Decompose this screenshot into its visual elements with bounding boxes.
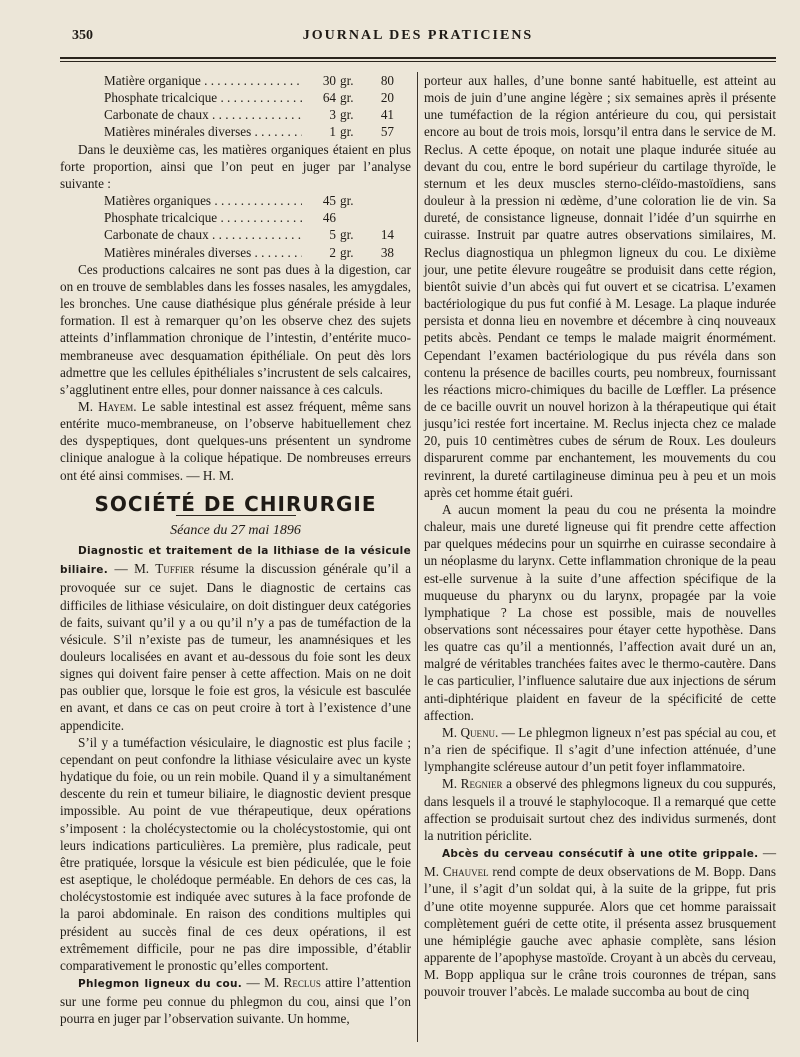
paragraph: Dans le deuxième cas, les matières organiques étaient en plus forte proportion, ainsi que l’on peut en juger par l’analyse suivante : — [60, 141, 411, 191]
table-row: Carbonate de chaux . . . 5 gr. 14 — [104, 226, 394, 243]
speaker-name: M. Hayem. — [78, 398, 137, 414]
paragraph-text: rend compte de deux observations de M. Bopp. Dans l’une, il s’agit d’un soldat qui, à la suite de la grippe, fut pris d’une otite moyenne suppurée. Alors que cet homme paraissait complètement guéri de cette otite, il présenta assez brusquement une hémiplégie gauche avec aphasie complète, sans lésion apparente de l’apophyse mastoïde. Croyant à un abcès du cerveau, M. Bopp appliqua sur le crâne trois couronnes de trépan, sans pouvoir trouver l’abcès. Le malade succomba au bout de cinq — [424, 864, 777, 1000]
rubric-heading: Phlegmon ligneux du cou. — [78, 977, 243, 990]
paragraph: S’il y a tuméfaction vésiculaire, le diagnostic est plus facile ; cependant on peut confondre la lithiase vésiculaire avec un kyste hydatique du foie, ou un rein mobile. Quand il y a simultanément descente du rein et tumeur biliaire, le diagnostic devient presque impossible. Au point de vue thérapeutique, deux opérations s’imposent : la cholécystectomie ou la cholécystostomie, qui ont leurs indications particulières. La première, plus radicale, peut être pratiquée, lorsque la vésicule est bien pédiculée, que le foie est aseptique, le cholédoque perméable. En dehors de ces cas, la cholécystostomie est indiquée avec sutures à la face profonde de la paroi abdominale. En raison des conditions multiples qui président au succès final de ces deux opérations, il est extrêmement difficile, pour ne pas dire impossible, d’établir comparativement le pronostic qu’elles comportent. — [60, 734, 411, 973]
table-row: Phosphate tricalcique . . . 64 gr. 20 — [104, 89, 394, 106]
paragraph: Diagnostic et traitement de la lithiase de la vésicule biliaire. — M. Tuffier résume la discussion générale qu’il a provoquée sur ce sujet. Dans le diagnostic de certains cas difficiles de lithiase vésiculaire, on doit distinguer deux catégories de faits, suivant qu’il y a ou qu’il n’y a pas de tuméfaction de la vésicule. S’il n’existe pas de tumeur, les anamnésiques et les douleurs localisées en avant et au-dessous du foie sont les deux signes qui doivent faire penser à cette affection. Mais on ne doit pas oublier que, lorsque le foie est gros, la vésicule est basculée en avant, et dans ce cas on peut croire à tort à l’existence d’une appendicite. — [60, 545, 411, 733]
left-column — [60, 72, 411, 1027]
speaker-name: M. Chauvel — [424, 864, 489, 880]
paragraph: porteur aux halles, d’une bonne santé habituelle, est atteint au mois de juin d’une angine légère ; six semaines après il présente une tuméfaction de la région antérieure du cou, qui persistait encore au bout de trois mois, lorsqu’il entra dans le service de M. Reclus. A cette époque, on notait une plaque indurée située au devant du cou, entre le bord supérieur du cartilage thyroïde, le sternum et les deux muscles sterno-cléïdo-mastoïdiens, sans douleur à la pression ni œdème, d’une coloration lie de vin. Sa dureté, de consistance ligneuse, donnait l’idée d’un squirrhe en cuirasse. Instruit par quatre autres observations similaires, M. Reclus diagnostiqua un phlegmon ligneux du cou. Le dixième jour, une petite élevure rougeâtre se produisit dans cette région, bientôt suivie d’un abcès qui fut ouvert et se cicatrisa. L’examen bactériologique du pus fut confié à M. Lesage. La plaque indurée persista et donna lieu en novembre et décembre à cinq nouveaux petits abcès. Pendant ce temps le malade maigrit énormément. Cependant l’examen bactériologique du pus révéla dans son contenu la présence de bacilles courts, peu nombreux, fournissant les réactions micro-chimiques du bacille de Lœffler. La présence de ce bacille ouvrit un nouvel horizon à la thérapeutique qui était jusqu’ici restée fort incertaine. M. Reclus injecta chez ce malade 20, puis 10 centimètres cubes de sérum de Roux. Les douleurs disparurent comme par enchantement, les mouvements du cou revinrent, la dureté cartilagineuse diminua peu à peu et un mois après cet homme était guéri. — [424, 73, 776, 500]
page-header — [60, 28, 776, 48]
section-title: SOCIÉTÉ DE CHIRURGIE — [94, 491, 377, 516]
table-row: Phosphate tricalcique . . . 46 — [104, 209, 394, 226]
table-row: Matière organique . . . 30 gr. 80 — [104, 72, 394, 89]
rubric-heading: Diagnostic et traitement de la lithiase de la vésicule biliaire. — [60, 545, 411, 577]
analysis-table-1 — [104, 72, 394, 141]
paragraph: Phlegmon ligneux du cou. — M. Reclus attire l’attention sur une forme peu connue du phlegmon du cou, ainsi que l’on pourra en juger par l’observation suivante. Un homme, — [60, 974, 412, 1027]
table-row: Carbonate de chaux . . . 3 gr. 41 — [104, 106, 394, 123]
table-row: Matières minérales diverses . . . 1 gr. 57 — [104, 123, 394, 140]
paragraph-text: Le sable intestinal est assez fréquent, même sans entérite muco-membraneuse, on l’observe habituellement chez des dyspeptiques, dont quelques-uns présentent un syndrome clinique analogue à la colique hépatique. De nombreuses erreurs ont été ainsi commises. — H. M. — [60, 398, 411, 483]
analysis-table-2 — [104, 192, 394, 261]
paragraph — [424, 724, 776, 775]
paragraph-text: — Le phlegmon ligneux n’est pas spécial au cou, et n’a rien de spécifique. Il s’agit d’une infection atténuée, d’une lymphangite scléreuse autour d’un petit foyer inflammatoire. — [424, 724, 776, 775]
paragraph: Ces productions calcaires ne sont pas dues à la digestion, car on en trouve de semblables dans les fosses nasales, les amygdales, les bronches. Une cause diathésique plus générale préside à leur formation. Il est à remarquer qu’on les observe chez des sujets atteints d’inflammation chronique de l’intestin, d’entérite muco-membraneuse avec desquamation épithéliale. On peut dès lors admettre que les cellules épithéliales s’incrustent de sels calcaires, s’agglutinent entre elles, pour donner naissance à ces calculs. — [60, 261, 411, 397]
paragraph — [424, 775, 776, 844]
speaker-name: M. Quenu. — [442, 724, 499, 740]
journal-title: JOURNAL DES PRATICIENS — [302, 28, 534, 43]
header-rule — [60, 57, 776, 59]
paragraph — [60, 398, 411, 484]
paragraph: Abcès du cerveau consécutif à une otite grippale. — M. Chauvel rend compte de deux observations de M. Bopp. Dans l’une, il s’agit d’un soldat qui, à la suite de la grippe, fut pris d’une otite moyenne suppurée. Alors que cet homme paraissait complètement guéri de cette otite, il présenta assez brusquement une hémiplégie gauche avec aphasie complète, sans lésion apparente de l’apophyse mastoïde. Croyant à un abcès du cerveau, M. Bopp appliqua sur le crâne trois couronnes de trépan, sans pouvoir trouver l’abcès. Le malade succomba au bout de cinq — [424, 845, 777, 1000]
paragraph: A aucun moment la peau du cou ne présenta la moindre chaleur, mais une dureté ligneuse qui fit prendre cette affection par quelques médecins pour un squirrhe en cuirasse secondaire à un néoplasme du larynx. Cette inflammation chronique de la peau est-elle survenue à la suite d’une affection spécifique de la muqueuse du pharynx ou du larynx, propagée par la voie lymphatique ? La chose est possible, mais de nouvelles observations sont nécessaires pour étayer cette hypothèse. Dans les quatre cas qu’il a mentionnés, l’affection avait duré un an, malgré de véritables tranchées faites avec le thermo-cautère. Dans le cas particulier, l’influence salutaire due aux injections de sérum anti-diphtérique plaident en faveur de la spécificité de cette affection. — [424, 501, 776, 723]
column-divider — [417, 72, 418, 1042]
speaker-name: M. Regnier — [442, 776, 503, 792]
speaker-name: M. Reclus — [264, 974, 321, 990]
paragraph-text: attire l’attention sur une forme peu connue du phlegmon du cou, ainsi que l’on pourra en juger par l’observation suivante. Un homme, — [60, 974, 412, 1027]
session-date: Séance du 27 mai 1896 — [170, 522, 301, 538]
paragraph-text: a observé des phlegmons ligneux du cou suppurés, dans lesquels il a trouvé le staphylocoque. Il a remarqué que cette affection se produisait surtout chez des individus surmenés, dont la nutrition périclite. — [424, 776, 776, 843]
page-number: 350 — [72, 28, 93, 43]
header-rule-thin — [60, 61, 776, 62]
rubric-heading: Abcès du cerveau consécutif à une otite grippale. — [442, 848, 759, 861]
paragraph-text: résume la discussion générale qu’il a provoquée sur ce sujet. Dans le diagnostic de certains cas difficiles de lithiase vésiculaire, on doit distinguer deux catégories de faits, suivant qu’il y a ou qu’il n’y a pas de tuméfaction de la vésicule. S’il n’existe pas de tumeur, les anamnésiques et les douleurs localisées en avant et au-dessous du foie sont les deux signes qui doivent faire penser à cette affection. Mais on ne doit pas oublier que, lorsque le foie est gros, la vésicule est basculée en avant, et dans ce cas on peut croire à tort à l’existence d’une appendicite. — [60, 561, 411, 733]
table-row: Matières minérales diverses . . . 2 gr. 38 — [104, 244, 394, 261]
speaker-name: M. Tuffier — [134, 561, 195, 577]
table-row: Matières organiques . . . 45 gr. — [104, 192, 394, 209]
right-column — [424, 72, 776, 1000]
